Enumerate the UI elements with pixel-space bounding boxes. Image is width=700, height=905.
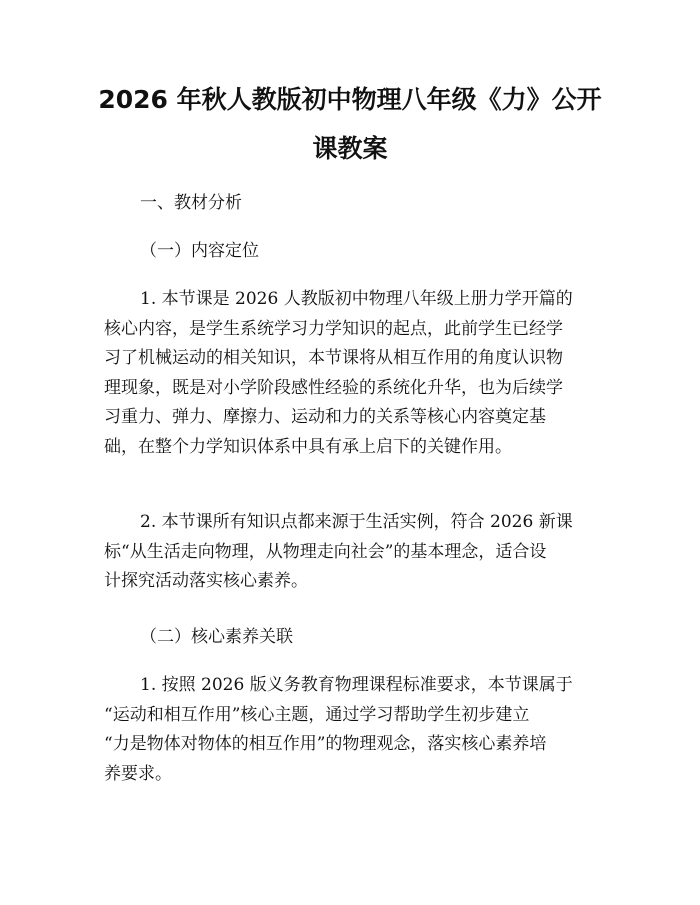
paragraph-line: 养要求。 xyxy=(104,763,172,784)
paragraph-line: 础，在整个力学知识体系中具有承上启下的关键作用。 xyxy=(104,436,512,457)
paragraph-line: 标“从生活走向物理，从物理走向社会”的基本理念，适合设 xyxy=(104,541,547,562)
subsection-heading-core-literacy: （二）核心素养关联 xyxy=(140,627,293,647)
paragraph-content-positioning-2 xyxy=(104,508,598,597)
paragraph-line: 1. 本节课是 2026 人教版初中物理八年级上册力学开篇的 xyxy=(140,289,573,309)
paragraph-line: “运动和相互作用”核心主题，通过学习帮助学生初步建立 xyxy=(104,704,530,725)
section-heading-textbook-analysis: 一、教材分析 xyxy=(140,193,242,213)
document-title-line-1: 2026 年秋人教版初中物理八年级《力》公开 xyxy=(98,85,602,114)
paragraph-line: 理现象，既是对小学阶段感性经验的系统化升华，也为后续学 xyxy=(104,377,563,398)
paragraph-line: “力是物体对物体的相互作用”的物理观念，落实核心素养培 xyxy=(104,734,547,755)
subsection-heading-content-positioning: （一）内容定位 xyxy=(140,241,259,261)
paragraph-content-positioning-1 xyxy=(104,285,598,463)
paragraph-line: 2. 本节课所有知识点都来源于生活实例，符合 2026 新课 xyxy=(140,512,573,532)
paragraph-line: 1. 按照 2026 版义务教育物理课程标准要求，本节课属于 xyxy=(140,675,573,695)
paragraph-line: 计探究活动落实核心素养。 xyxy=(104,571,308,592)
paragraph-line: 习重力、弹力、摩擦力、运动和力的关系等核心内容奠定基 xyxy=(104,407,546,428)
paragraph-core-literacy-1 xyxy=(104,671,598,789)
paragraph-line: 核心内容，是学生系统学习力学知识的起点，此前学生已经学 xyxy=(104,318,563,339)
document-title-line-2: 课教案 xyxy=(312,134,388,163)
paragraph-line: 习了机械运动的相关知识，本节课将从相互作用的角度认识物 xyxy=(104,348,563,369)
